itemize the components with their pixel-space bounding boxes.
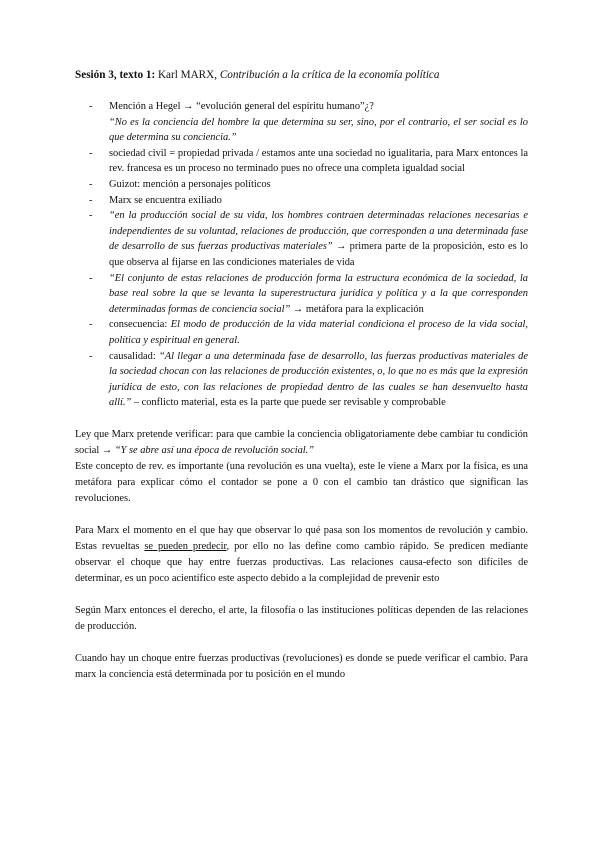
list-item: - causalidad: “Al llegar a una determinada fase de desarrollo, las fuerzas productivas materiales de la sociedad chocan con las relaciones de producción existentes, o, lo que no es más que la expresión jurídica de esto, con las relaciones de propiedad dentro de las cuales se han desenvuelto hasta allí.” – conflicto material, esta es la parte que puede ser revisable y comprobable xyxy=(89,350,528,409)
dash-bullet: - xyxy=(89,147,93,159)
list-item: - sociedad civil = propiedad privada / estamos ante una sociedad no igualitaria, para Marx entonces la rev. francesa es un proceso no terminado pues no ofrece una completa igualdad social xyxy=(89,147,528,175)
paragraph-revolution-moments: Para Marx el momento en el que hay que observar lo qué pasa son los momentos de revolución y cambio. Estas revueltas se pueden predecir, por ello no las define como cambio rápido. Se predicen mediante observar el choque que hay entre fuerzas productivas. Las relaciones causa-efecto son difíciles de determinar, es un poco acientífico este aspecto debido a la complejidad de prevenir esto xyxy=(75,524,528,584)
list-item: - Guizot: mención a personajes políticos xyxy=(75,177,528,193)
quote: “No es la conciencia del hombre la que determina su ser, sino, por el contrario, el ser social es lo que determina su conciencia.” xyxy=(109,116,528,144)
paragraph-superstructure: Según Marx entonces el derecho, el arte, la filosofía o las instituciones políticas dependen de las relaciones de producción. xyxy=(75,604,528,632)
list-item: - Marx se encuentra exiliado xyxy=(75,193,528,209)
paragraph-conclusion: Cuando hay un choque entre fuerzas productivas (revoluciones) es donde se puede verificar el cambio. Para marx la conciencia está determinada por tu posición en el mundo xyxy=(75,652,528,680)
dash-bullet: - xyxy=(89,178,93,190)
quote: “en la producción social de su vida, los hombres contraen determinadas relaciones necesarias e independientes de su voluntad, relaciones de producción, que corresponden a una determinada fase de desarrollo de sus fuerzas productivas materiales” xyxy=(109,210,528,253)
session-label: Sesión 3, texto 1: xyxy=(75,69,156,81)
paragraph-law: Ley que Marx pretende verificar: para que cambie la conciencia obligatoriamente debe cambiar tu condición social → “Y se abre así una época de revolución social.” xyxy=(75,428,528,456)
quote: “El conjunto de estas relaciones de producción forma la estructura económica de la sociedad, la base real sobre la que se levanta la superestructura jurídica y política y a la que corresponden determinadas formas de conciencia social” xyxy=(109,272,528,315)
quote: “Y se abre así una época de revolución social.” xyxy=(114,444,315,456)
dash-bullet: - xyxy=(89,210,93,222)
dash-bullet: - xyxy=(89,319,93,331)
list-item: - “El conjunto de estas relaciones de producción forma la estructura económica de la sociedad, la base real sobre la que se levanta la superestructura jurídica y política y a la que corresponden determinadas formas de conciencia social” → metáfora para la explicación xyxy=(89,272,528,315)
quote: “Al llegar a una determinada fase de desarrollo, las fuerzas productivas materiales de la sociedad chocan con las relaciones de producción existentes, o, lo que no es más que la expresión jurídica de esto, con las relaciones de propiedad dentro de las cuales se han desenvuelto hasta allí.” xyxy=(109,350,528,409)
list-item: - “en la producción social de su vida, los hombres contraen determinadas relaciones necesarias e independientes de su voluntad, relaciones de producción, que corresponden a una determinada fase de desarrollo de sus fuerzas productivas materiales” → primera parte de la proposición, esto es lo que observa al fijarse en las condiciones materiales de vida xyxy=(89,210,528,268)
dash-bullet: - xyxy=(89,194,93,206)
underlined-phrase: se pueden predecir xyxy=(144,540,227,552)
quote: El modo de producción de la vida material condiciona el proceso de la vida social, política y espiritual en general. xyxy=(109,319,528,346)
dash-bullet: - xyxy=(89,101,93,112)
author-name: Karl MARX, xyxy=(155,69,220,81)
list-item: - consecuencia: El modo de producción de la vida material condiciona el proceso de la vida social, política y espiritual en general. xyxy=(89,319,528,346)
dash-bullet: - xyxy=(89,272,93,284)
paragraph-revolution-concept: Este concepto de rev. es importante (una revolución es una vuelta), este le viene a Marx por la física, es una metáfora para explicar cómo el contador se pone a 0 con el cambio tan drástico que significan las revoluciones. xyxy=(75,460,528,504)
list-item: - Mención a Hegel → “evolución general del espíritu humano”¿? “No es la conciencia del hombre la que determina su ser, sino, por el contrario, el ser social es lo que determina su conciencia.” xyxy=(89,101,528,144)
notes-list xyxy=(75,99,528,411)
work-title: Contribución a la crítica de la economía política xyxy=(219,69,440,81)
dash-bullet: - xyxy=(89,350,93,362)
page-title xyxy=(75,68,528,82)
